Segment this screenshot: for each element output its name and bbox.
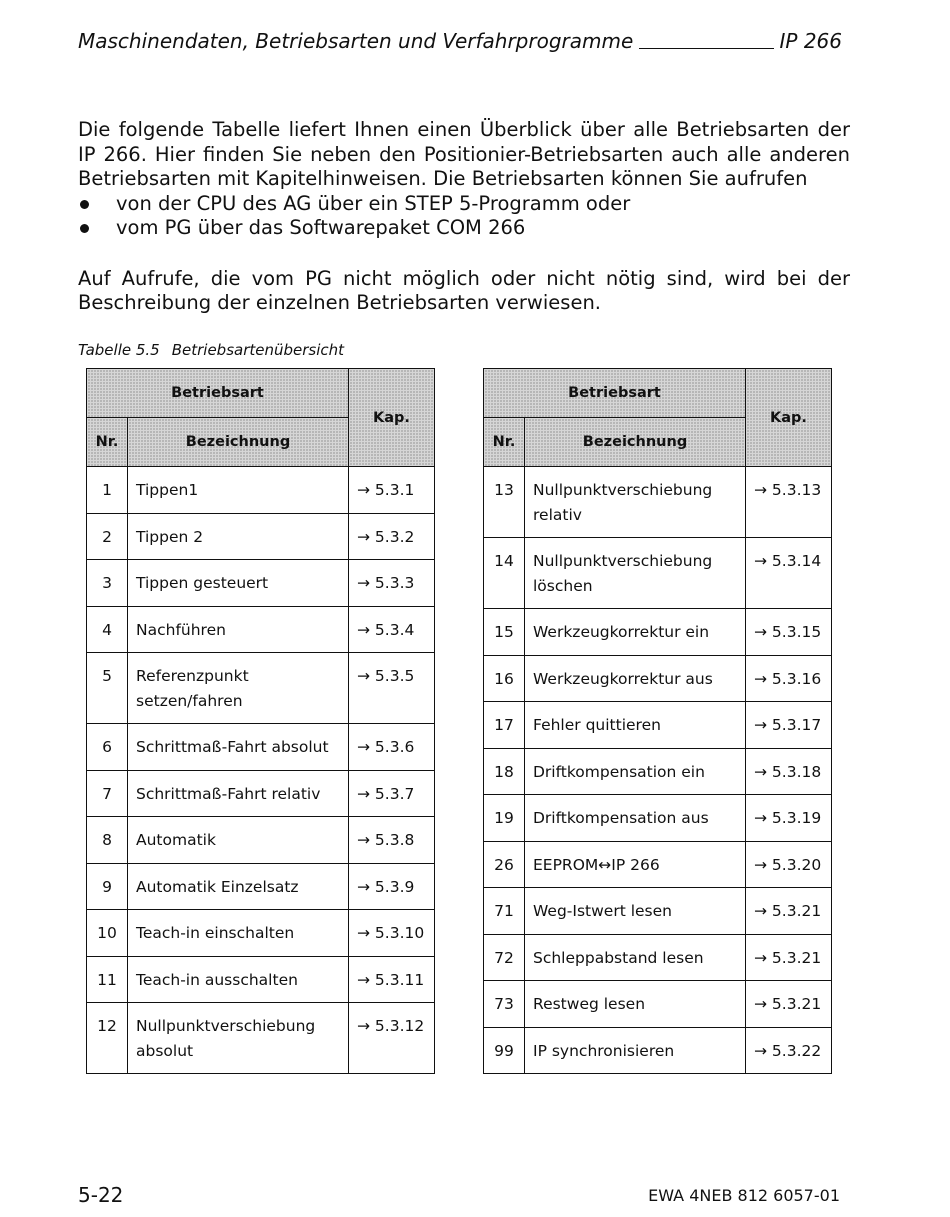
table-row (484, 934, 832, 981)
chapter-ref: → 5.3.11 (349, 956, 435, 1003)
bullet-item (78, 192, 850, 217)
chapter-ref: → 5.3.21 (746, 888, 832, 935)
chapter-ref: → 5.3.22 (746, 1027, 832, 1074)
operating-modes-table-left (86, 368, 435, 1074)
table-row (484, 702, 832, 749)
mode-number: 5 (87, 653, 128, 724)
bullet-item (78, 216, 850, 241)
mode-number: 19 (484, 795, 525, 842)
mode-name: Werkzeugkorrektur ein (525, 609, 746, 656)
chapter-ref: → 5.3.10 (349, 910, 435, 957)
chapter-ref: → 5.3.3 (349, 560, 435, 607)
header-betriebsart: Betriebsart (87, 369, 349, 418)
header-bezeichnung: Bezeichnung (525, 418, 746, 467)
mode-name: Teach-in einschalten (128, 910, 349, 957)
header-product: IP 266 (779, 29, 842, 53)
table-row (484, 888, 832, 935)
chapter-ref: → 5.3.17 (746, 702, 832, 749)
mode-number: 14 (484, 538, 525, 609)
mode-name: Restweg lesen (525, 981, 746, 1028)
mode-name: Weg-Istwert lesen (525, 888, 746, 935)
table-row (484, 467, 832, 538)
mode-name: Driftkompensation ein (525, 748, 746, 795)
bullet-dot-icon (80, 224, 89, 233)
page-number: 5-22 (78, 1183, 124, 1207)
chapter-ref: → 5.3.4 (349, 606, 435, 653)
table-row (484, 841, 832, 888)
intro-paragraph-2: Auf Aufrufe, die vom PG nicht möglich oder nicht nötig sind, wird bei der Beschreibung der einzelnen Betriebsarten verwiesen. (78, 266, 850, 314)
mode-name: Schrittmaß-Fahrt absolut (128, 724, 349, 771)
table-row (484, 795, 832, 842)
mode-number: 15 (484, 609, 525, 656)
mode-name: Nachführen (128, 606, 349, 653)
mode-name: EEPROM↔IP 266 (525, 841, 746, 888)
mode-name: Teach-in ausschalten (128, 956, 349, 1003)
bullet-dot-icon (80, 200, 89, 209)
table-row (484, 1027, 832, 1074)
intro-text (78, 118, 850, 316)
mode-name: Nullpunktverschiebung löschen (525, 538, 746, 609)
table-row (87, 560, 435, 607)
mode-number: 26 (484, 841, 525, 888)
table-body (87, 467, 435, 1074)
header-kap: Kap. (746, 369, 832, 467)
table-row (87, 724, 435, 771)
mode-number: 2 (87, 513, 128, 560)
header-rule (639, 48, 773, 49)
mode-name: Automatik Einzelsatz (128, 863, 349, 910)
chapter-ref: → 5.3.12 (349, 1003, 435, 1074)
chapter-ref: → 5.3.21 (746, 981, 832, 1028)
mode-name: Fehler quittieren (525, 702, 746, 749)
table-row (484, 655, 832, 702)
chapter-ref: → 5.3.21 (746, 934, 832, 981)
mode-number: 9 (87, 863, 128, 910)
document-id: EWA 4NEB 812 6057-01 (648, 1186, 840, 1205)
table-row (484, 748, 832, 795)
table-row (484, 981, 832, 1028)
table-row (87, 467, 435, 514)
bullet-text: vom PG über das Softwarepaket COM 266 (116, 216, 526, 239)
table-row (87, 910, 435, 957)
mode-name: Automatik (128, 817, 349, 864)
chapter-ref: → 5.3.13 (746, 467, 832, 538)
mode-name: Tippen gesteuert (128, 560, 349, 607)
mode-name: Tippen 2 (128, 513, 349, 560)
mode-number: 1 (87, 467, 128, 514)
table-row (87, 817, 435, 864)
table-row (484, 538, 832, 609)
mode-number: 11 (87, 956, 128, 1003)
chapter-ref: → 5.3.20 (746, 841, 832, 888)
operating-modes-table-right (483, 368, 832, 1074)
mode-name: IP synchronisieren (525, 1027, 746, 1074)
mode-name: Referenzpunkt setzen/fahren (128, 653, 349, 724)
mode-name: Tippen1 (128, 467, 349, 514)
table-caption (78, 341, 344, 359)
mode-number: 72 (484, 934, 525, 981)
header-nr: Nr. (87, 418, 128, 467)
table-body (484, 467, 832, 1074)
mode-number: 16 (484, 655, 525, 702)
table-row (87, 770, 435, 817)
table-row (484, 609, 832, 656)
header-nr: Nr. (484, 418, 525, 467)
table-row (87, 863, 435, 910)
table-row (87, 1003, 435, 1074)
table-row (87, 606, 435, 653)
mode-number: 17 (484, 702, 525, 749)
chapter-ref: → 5.3.16 (746, 655, 832, 702)
header-kap: Kap. (349, 369, 435, 467)
mode-name: Nullpunktverschiebung relativ (525, 467, 746, 538)
mode-number: 73 (484, 981, 525, 1028)
header-bezeichnung: Bezeichnung (128, 418, 349, 467)
table-row (87, 653, 435, 724)
chapter-ref: → 5.3.2 (349, 513, 435, 560)
mode-name: Werkzeugkorrektur aus (525, 655, 746, 702)
mode-number: 7 (87, 770, 128, 817)
chapter-ref: → 5.3.8 (349, 817, 435, 864)
mode-number: 8 (87, 817, 128, 864)
mode-name: Nullpunktverschiebung absolut (128, 1003, 349, 1074)
chapter-ref: → 5.3.9 (349, 863, 435, 910)
chapter-ref: → 5.3.18 (746, 748, 832, 795)
mode-number: 13 (484, 467, 525, 538)
chapter-ref: → 5.3.7 (349, 770, 435, 817)
chapter-ref: → 5.3.15 (746, 609, 832, 656)
chapter-ref: → 5.3.1 (349, 467, 435, 514)
chapter-ref: → 5.3.19 (746, 795, 832, 842)
table-row (87, 956, 435, 1003)
mode-name: Driftkompensation aus (525, 795, 746, 842)
mode-number: 6 (87, 724, 128, 771)
chapter-ref: → 5.3.5 (349, 653, 435, 724)
intro-bullet-list (78, 192, 850, 241)
mode-number: 71 (484, 888, 525, 935)
bullet-text: von der CPU des AG über ein STEP 5-Programm oder (116, 191, 631, 215)
table-row (87, 513, 435, 560)
chapter-ref: → 5.3.6 (349, 724, 435, 771)
mode-number: 4 (87, 606, 128, 653)
header-title: Maschinendaten, Betriebsarten und Verfahrprogramme (78, 29, 634, 53)
caption-number: Tabelle 5.5 (78, 341, 160, 359)
intro-paragraph-1: Die folgende Tabelle liefert Ihnen einen Überblick über alle Betriebsarten der IP 266. Hier finden Sie neben den Positionier-Betriebsarten auch alle anderen Betriebsarten mit Kapitelhinweisen. Die Betriebsarten können Sie aufrufen (78, 118, 850, 190)
mode-name: Schrittmaß-Fahrt relativ (128, 770, 349, 817)
caption-title: Betriebsartenübersicht (171, 341, 345, 359)
mode-number: 18 (484, 748, 525, 795)
page-header (78, 28, 842, 54)
header-betriebsart: Betriebsart (484, 369, 746, 418)
mode-number: 3 (87, 560, 128, 607)
mode-number: 10 (87, 910, 128, 957)
mode-name: Schleppabstand lesen (525, 934, 746, 981)
mode-number: 99 (484, 1027, 525, 1074)
mode-number: 12 (87, 1003, 128, 1074)
chapter-ref: → 5.3.14 (746, 538, 832, 609)
